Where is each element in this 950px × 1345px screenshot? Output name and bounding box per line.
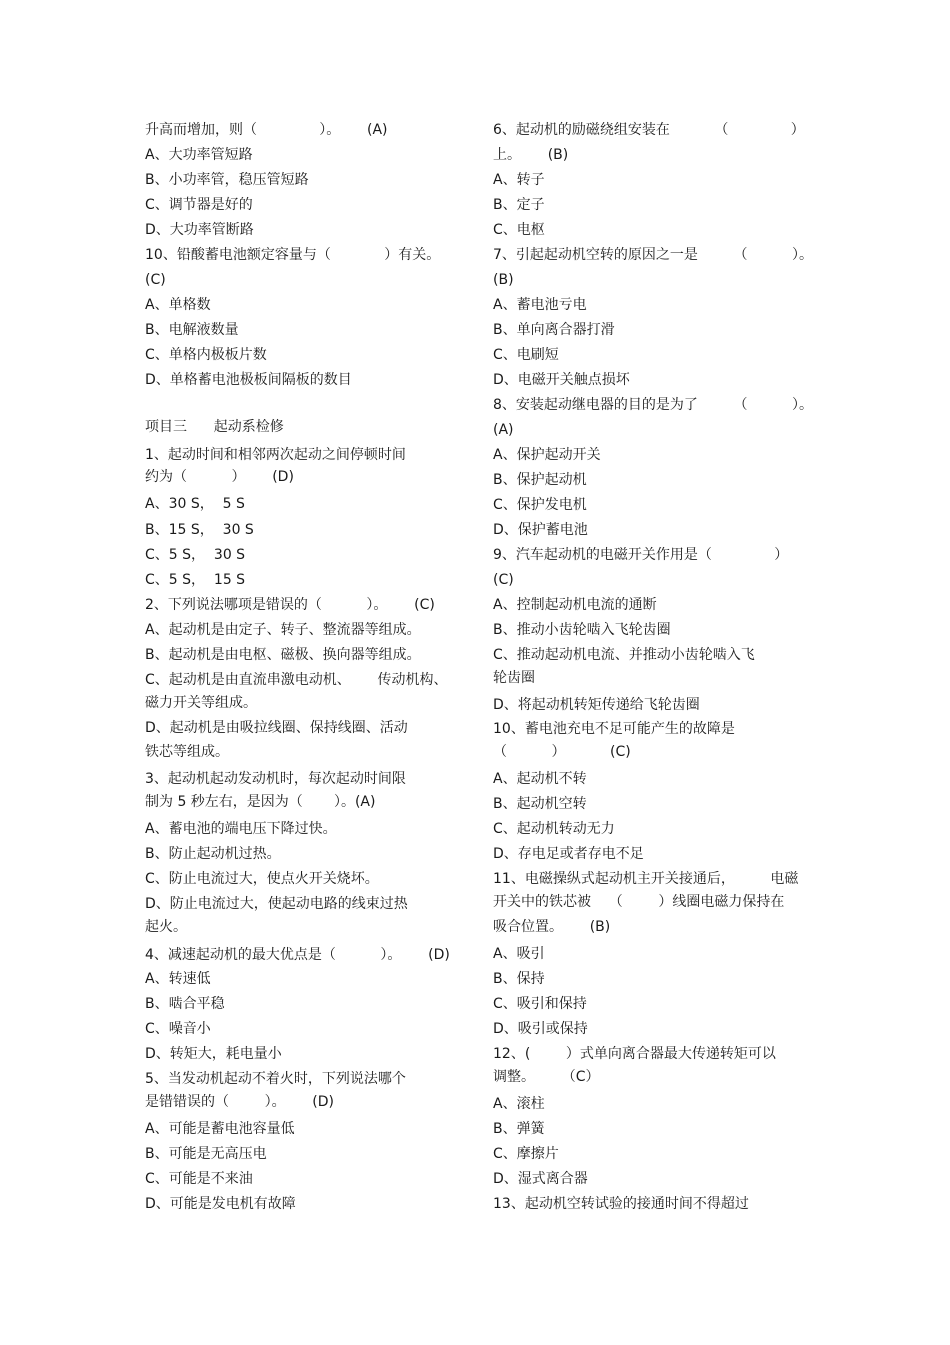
- text-line: B、防止起动机过热。: [145, 846, 281, 862]
- text-line: D、单格蓄电池极板间隔板的数目: [145, 372, 352, 388]
- text-line: 7、引起起动机空转的原因之一是 （ ）。: [493, 247, 814, 263]
- text-line: C、调节器是好的: [145, 197, 253, 213]
- text-line: 铁芯等组成。: [145, 744, 229, 760]
- text-line: 12、( ）式单向离合器最大传递转矩可以: [493, 1046, 776, 1062]
- text-line: C、防止电流过大，使点火开关烧坏。: [145, 871, 379, 887]
- text-line: 是错错误的（ ）。 (D): [145, 1094, 335, 1110]
- text-line: A、30 S， 5 S: [145, 496, 245, 512]
- text-line: C、电刷短: [493, 347, 559, 363]
- text-line: B、弹簧: [493, 1121, 545, 1137]
- text-line: (C): [145, 272, 166, 288]
- text-line: 轮齿圈: [493, 670, 535, 686]
- text-line: D、保护蓄电池: [493, 522, 588, 538]
- text-line: 4、减速起动机的最大优点是（ ）。 (D): [145, 947, 450, 963]
- text-line: 10、蓄电池充电不足可能产生的故障是: [493, 721, 735, 737]
- text-line: B、定子: [493, 197, 545, 213]
- text-line: D、电磁开关触点损坏: [493, 372, 630, 388]
- text-line: 9、汽车起动机的电磁开关作用是（ ）: [493, 547, 789, 563]
- text-line: B、啮合平稳: [145, 996, 225, 1012]
- text-line: (B): [493, 272, 514, 288]
- text-line: A、蓄电池亏电: [493, 297, 587, 313]
- text-line: 调整。 （C）: [493, 1069, 600, 1085]
- text-line: 吸合位置。 (B): [493, 919, 611, 935]
- text-line: D、防止电流过大，使起动电路的线束过热: [145, 896, 408, 912]
- text-line: D、湿式离合器: [493, 1171, 588, 1187]
- text-line: D、将起动机转矩传递给飞轮齿圈: [493, 697, 700, 713]
- text-line: A、大功率管短路: [145, 147, 253, 163]
- text-line: 1、起动时间和相邻两次起动之间停顿时间: [145, 447, 406, 463]
- text-line: B、小功率管，稳压管短路: [145, 172, 309, 188]
- text-line: B、15 S， 30 S: [145, 522, 254, 538]
- text-line: C、起动机是由直流串激电动机、 传动机构、: [145, 672, 448, 688]
- text-line: B、单向离合器打滑: [493, 322, 615, 338]
- text-line: D、转矩大，耗电量小: [145, 1046, 282, 1062]
- text-line: C、推动起动机电流、并推动小齿轮啮入飞: [493, 647, 755, 663]
- text-line: B、电解液数量: [145, 322, 239, 338]
- text-line: C、噪音小: [145, 1021, 211, 1037]
- text-line: A、起动机不转: [493, 771, 587, 787]
- text-line: 上。 (B): [493, 147, 569, 163]
- text-line: B、起动机是由电枢、磁极、换向器等组成。: [145, 647, 421, 663]
- text-line: C、5 S， 15 S: [145, 572, 246, 588]
- text-line: C、保护发电机: [493, 497, 587, 513]
- text-line: C、电枢: [493, 222, 545, 238]
- text-line: D、可能是发电机有故障: [145, 1196, 296, 1212]
- text-line: 起火。: [145, 919, 187, 935]
- text-line: A、控制起动机电流的通断: [493, 597, 657, 613]
- text-line: 约为（ ） (D): [145, 469, 294, 485]
- text-line: (A): [493, 422, 514, 438]
- text-line: 10、铅酸蓄电池额定容量与（ ）有关。: [145, 247, 441, 263]
- text-line: D、大功率管断路: [145, 222, 254, 238]
- text-line: A、蓄电池的端电压下降过快。: [145, 821, 337, 837]
- text-line: (C): [493, 572, 514, 588]
- text-line: 制为 5 秒左右，是因为（ ）。(A): [145, 794, 376, 810]
- text-line: C、摩擦片: [493, 1146, 559, 1162]
- text-line: A、滚柱: [493, 1096, 545, 1112]
- text-line: B、推动小齿轮啮入飞轮齿圈: [493, 622, 671, 638]
- text-line: C、可能是不来油: [145, 1171, 253, 1187]
- text-line: C、起动机转动无力: [493, 821, 615, 837]
- text-line: A、单格数: [145, 297, 211, 313]
- text-line: D、吸引或保持: [493, 1021, 588, 1037]
- section-heading: 项目三 起动系检修: [145, 419, 284, 435]
- text-line: D、存电足或者存电不足: [493, 846, 644, 862]
- text-line: A、可能是蓄电池容量低: [145, 1121, 295, 1137]
- text-line: B、起动机空转: [493, 796, 587, 812]
- text-line: A、转速低: [145, 971, 211, 987]
- text-line: 升高而增加，则（ ）。 (A): [145, 122, 388, 138]
- text-line: B、保持: [493, 971, 545, 987]
- text-line: B、可能是无高压电: [145, 1146, 267, 1162]
- text-line: C、吸引和保持: [493, 996, 587, 1012]
- text-line: C、5 S， 30 S: [145, 547, 246, 563]
- text-line: 11、电磁操纵式起动机主开关接通后， 电磁: [493, 871, 799, 887]
- text-line: 开关中的铁芯被 （ ）线圈电磁力保持在: [493, 894, 785, 910]
- text-line: 2、下列说法哪项是错误的（ ）。 (C): [145, 597, 435, 613]
- text-line: 3、起动机起动发动机时，每次起动时间限: [145, 771, 406, 787]
- text-line: A、保护起动开关: [493, 447, 601, 463]
- text-line: 6、起动机的励磁绕组安装在 （ ）: [493, 122, 805, 138]
- text-line: C、单格内极板片数: [145, 347, 267, 363]
- text-line: A、起动机是由定子、转子、整流器等组成。: [145, 622, 421, 638]
- text-line: A、转子: [493, 172, 545, 188]
- text-line: D、起动机是由吸拉线圈、保持线圈、活动: [145, 720, 408, 736]
- text-line: 磁力开关等组成。: [145, 695, 257, 711]
- text-line: （ ） (C): [493, 744, 631, 760]
- text-line: 8、安装起动继电器的目的是为了 （ ）。: [493, 397, 814, 413]
- text-line: 5、当发动机起动不着火时，下列说法哪个: [145, 1071, 406, 1087]
- text-line: 13、起动机空转试验的接通时间不得超过: [493, 1196, 749, 1212]
- text-line: B、保护起动机: [493, 472, 587, 488]
- text-line: A、吸引: [493, 946, 545, 962]
